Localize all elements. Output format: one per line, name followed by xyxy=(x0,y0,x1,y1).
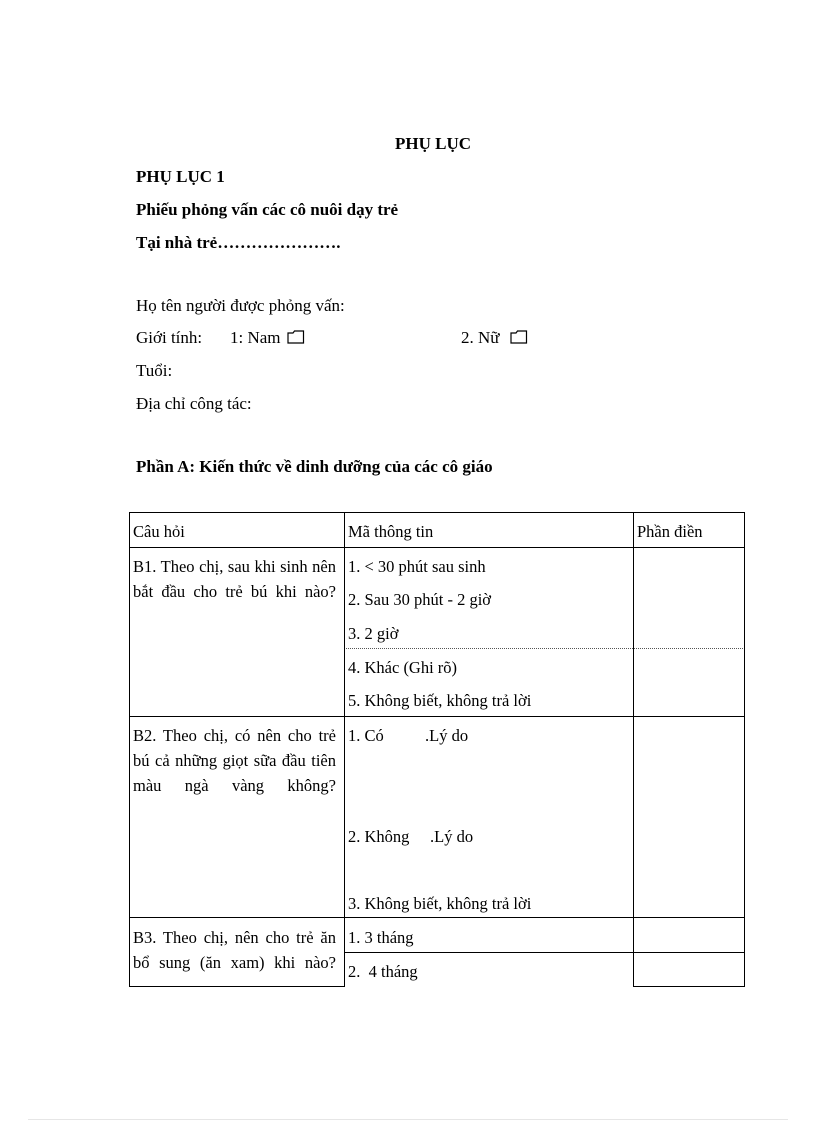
gender-male-option[interactable] xyxy=(230,328,305,348)
column-header-answer: Phần điền xyxy=(637,522,703,541)
column-header-code: Mã thông tin xyxy=(348,522,434,541)
table-border-bottom xyxy=(633,986,745,987)
appendix-heading: PHỤ LỤC 1 xyxy=(136,167,225,186)
table-border-left xyxy=(129,512,130,987)
workplace-label: Địa chỉ công tác: xyxy=(136,394,252,413)
gender-female-option[interactable] xyxy=(461,328,528,348)
column-divider xyxy=(633,512,634,987)
table-header-divider xyxy=(129,547,745,548)
section-a-title: Phần A: Kiến thức về dinh dưỡng của các cô giáo xyxy=(136,457,493,476)
gender-female-label: 2. Nữ xyxy=(461,328,500,347)
option-divider xyxy=(344,648,745,649)
checkbox-icon[interactable] xyxy=(510,330,528,344)
b2-option-3: 3. Không biết, không trả lời xyxy=(348,894,532,913)
b1-option-5: 5. Không biết, không trả lời xyxy=(348,691,532,710)
table-border-top xyxy=(129,512,745,513)
b1-option-1: 1. < 30 phút sau sinh xyxy=(348,557,486,576)
row-divider xyxy=(129,917,745,918)
b3-option-2: 2. 4 tháng xyxy=(348,962,418,981)
column-divider xyxy=(344,512,345,987)
b1-option-4: 4. Khác (Ghi rõ) xyxy=(348,658,458,677)
gender-label: Giới tính: xyxy=(136,328,203,347)
age-label: Tuổi: xyxy=(136,361,173,380)
checkbox-icon[interactable] xyxy=(287,330,305,344)
form-title: Phiếu phỏng vấn các cô nuôi dạy trẻ xyxy=(136,200,399,219)
respondent-name-label: Họ tên người được phỏng vấn: xyxy=(136,296,345,315)
table-border-right xyxy=(744,512,745,987)
table-border-bottom xyxy=(129,986,344,987)
b1-option-2: 2. Sau 30 phút - 2 giờ xyxy=(348,590,492,609)
question-b3-cell xyxy=(129,919,344,986)
column-header-question: Câu hỏi xyxy=(133,522,185,541)
option-divider xyxy=(344,952,745,953)
nursery-line: Tại nhà trẻ…………………. xyxy=(136,233,341,252)
b2-option-2: 2. Không .Lý do xyxy=(348,827,474,846)
question-b2: B2. Theo chị, có nên cho trẻ bú cả những giọt sữa đầu tiên màu ngà vàng không? xyxy=(133,726,336,795)
page-title: PHỤ LỤC xyxy=(395,134,472,153)
question-b1: B1. Theo chị, sau khi sinh nên bắt đầu cho trẻ bú khi nào? xyxy=(133,557,336,601)
gender-male-label: 1: Nam xyxy=(230,328,281,347)
row-divider xyxy=(129,716,745,717)
question-b3: B3. Theo chị, nên cho trẻ ăn bổ sung (ăn xam) khi nào? xyxy=(133,928,336,972)
page-edge-divider xyxy=(28,1119,788,1120)
b1-option-3: 3. 2 giờ xyxy=(348,624,399,643)
b3-option-1: 1. 3 tháng xyxy=(348,928,414,947)
b2-option-1: 1. Có .Lý do xyxy=(348,726,469,745)
